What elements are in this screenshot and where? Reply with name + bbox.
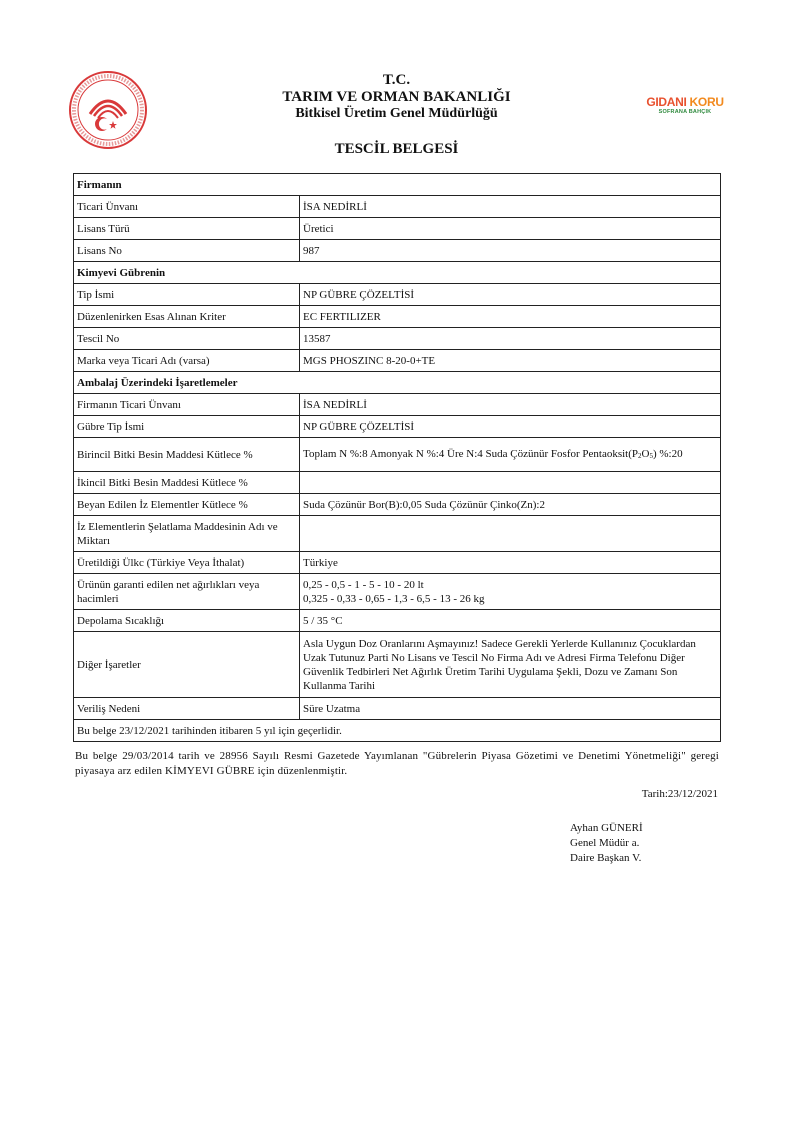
label-gubre-tip: Gübre Tip İsmi	[74, 416, 300, 438]
value-kriter: EC FERTILIZER	[300, 306, 721, 328]
label-diger: Diğer İşaretler	[74, 632, 300, 698]
header-directorate: Bitkisel Üretim Genel Müdürlüğü	[295, 106, 498, 121]
birincil-text-mid: O	[641, 447, 650, 460]
label-marka: Marka veya Ticari Adı (varsa)	[74, 350, 300, 372]
label-verilis: Veriliş Nedeni	[74, 698, 300, 720]
brand-logo	[644, 96, 726, 116]
label-birincil: Birincil Bitki Besin Maddesi Kütlece %	[74, 438, 300, 472]
regulation-note: Bu belge 29/03/2014 tarih ve 28956 Sayılı Resmi Gazetede Yayımlanan "Gübrelerin Piyasa Gözetimi ve Denetimi Yönetmeliği" geregi piyasaya arz edilen KİMYEVI GÜBRE için düzenlenmiştir.	[75, 750, 719, 777]
label-firma-unvan: Firmanın Ticari Ünvanı	[74, 394, 300, 416]
label-ikincil: İkincil Bitki Besin Maddesi Kütlece %	[74, 472, 300, 494]
value-lisans-no: 987	[300, 240, 721, 262]
registration-table	[73, 173, 721, 742]
label-ticari-unvan: Ticari Ünvanı	[74, 196, 300, 218]
value-ticari-unvan: İSA NEDİRLİ	[300, 196, 721, 218]
value-tescil-no: 13587	[300, 328, 721, 350]
section-fertilizer: Kimyevi Gübrenin	[74, 262, 721, 284]
document-title: TESCİL BELGESİ	[334, 141, 459, 157]
value-iz-element: Suda Çözünür Bor(B):0,05 Suda Çözünür Çinko(Zn):2	[300, 494, 721, 516]
signer-title-1: Genel Müdür a.	[570, 837, 640, 849]
label-sicaklik: Depolama Sıcaklığı	[74, 610, 300, 632]
value-gubre-tip: NP GÜBRE ÇÖZELTİSİ	[300, 416, 721, 438]
value-tip-ismi: NP GÜBRE ÇÖZELTİSİ	[300, 284, 721, 306]
birincil-subscript-1: 2	[638, 451, 642, 460]
section-firm: Firmanın	[74, 174, 721, 196]
value-agirlik	[300, 574, 721, 610]
header-tc: T.C.	[382, 72, 411, 88]
label-kriter: Düzenlenirken Esas Alınan Kriter	[74, 306, 300, 328]
signature-block	[570, 821, 643, 866]
label-selat: İz Elementlerin Şelatlama Maddesinin Adı ve Miktarı	[74, 516, 300, 552]
label-agirlik: Ürünün garanti edilen net ağırlıkları veya hacimleri	[74, 574, 300, 610]
brand-name-a: GIDANI	[646, 95, 690, 109]
label-tescil-no: Tescil No	[74, 328, 300, 350]
value-selat	[300, 516, 721, 552]
agirlik-line-2: 0,325 - 0,33 - 0,65 - 1,3 - 6,5 - 13 - 26 kg	[303, 592, 485, 605]
section-package: Ambalaj Üzerindeki İşaretlemeler	[74, 372, 721, 394]
birincil-text-b: ) %:20	[652, 447, 683, 460]
birincil-text-a: Toplam N %:8 Amonyak N %:4 Üre N:4 Suda Çözünür Fosfor Pentaoksit(P	[303, 447, 639, 460]
validity-note: Bu belge 23/12/2021 tarihinden itibaren 5 yıl için geçerlidir.	[74, 720, 721, 742]
value-lisans-turu: Üretici	[300, 218, 721, 240]
label-lisans-turu: Lisans Türü	[74, 218, 300, 240]
brand-name-b: KORU	[689, 95, 724, 109]
value-sicaklik: 5 / 35 °C	[300, 610, 721, 632]
brand-tagline: SOFRANA BAHÇIK	[658, 109, 712, 115]
label-iz-element: Beyan Edilen İz Elementler Kütlece %	[74, 494, 300, 516]
signer-title-2: Daire Başkan V.	[570, 852, 642, 864]
value-birincil	[300, 438, 721, 472]
label-lisans-no: Lisans No	[74, 240, 300, 262]
value-marka: MGS PHOSZINC 8-20-0+TE	[300, 350, 721, 372]
value-ulke: Türkiye	[300, 552, 721, 574]
birincil-subscript-2: 5	[649, 451, 653, 460]
label-ulke: Üretildiği Ülkc (Türkiye Veya İthalat)	[74, 552, 300, 574]
value-ikincil	[300, 472, 721, 494]
header-ministry: TARIM VE ORMAN BAKANLIĞI	[282, 89, 511, 105]
label-tip-ismi: Tip İsmi	[74, 284, 300, 306]
agirlik-line-1: 0,25 - 0,5 - 1 - 5 - 10 - 20 lt	[303, 578, 424, 591]
value-firma-unvan: İSA NEDİRLİ	[300, 394, 721, 416]
value-verilis: Süre Uzatma	[300, 698, 721, 720]
value-diger: Asla Uygun Doz Oranlarını Aşmayınız! Sadece Gerekli Yerlerde Kullanınız Çocuklardan Uzak Tutunuz Parti No Lisans ve Tescil No Firma Adı ve Adresi Firma Telefonu Diğer Güvenlik Tedbirleri Net Ağırlık Üretim Tarihi Uygulama Şekli, Dozu ve Zamanı Son Kullanma Tarihi	[300, 632, 721, 698]
issue-date: Tarih:23/12/2021	[641, 788, 718, 800]
signer-name: Ayhan GÜNERİ	[570, 822, 643, 834]
